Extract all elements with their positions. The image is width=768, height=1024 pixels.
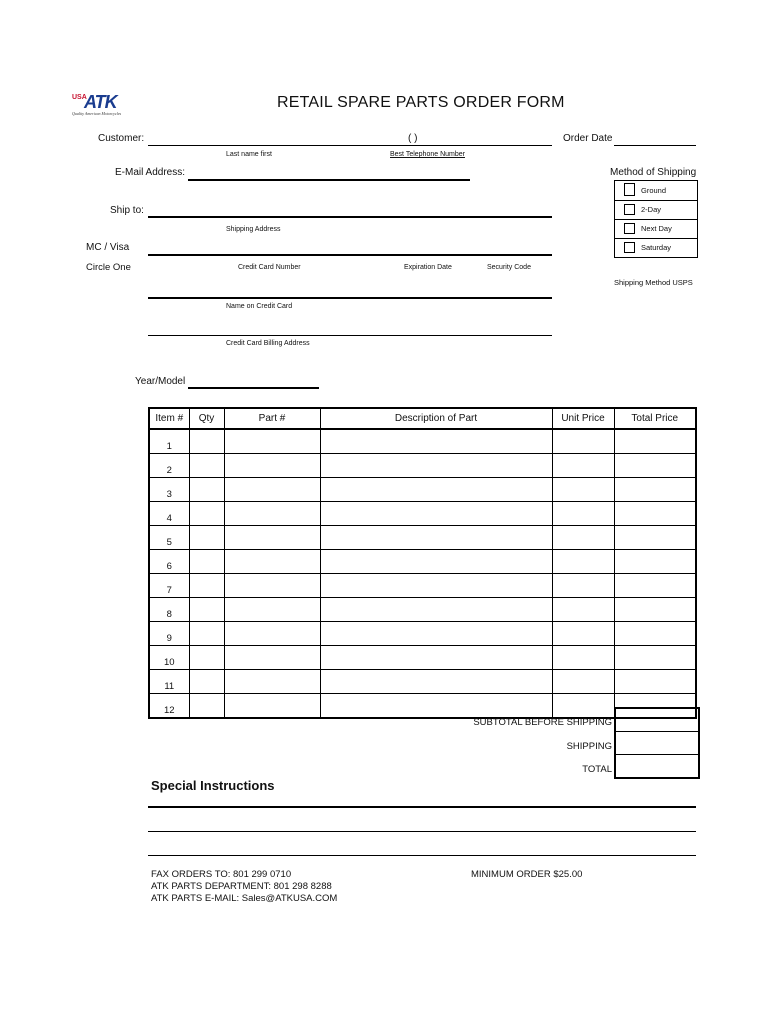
unit-price-cell[interactable] [552, 670, 614, 694]
total-price-cell[interactable] [614, 429, 696, 454]
shipping-option-next-day[interactable] [615, 219, 697, 239]
unit-price-cell[interactable] [552, 550, 614, 574]
shipping-option-label: Ground [641, 186, 667, 195]
2day-checkbox[interactable] [624, 204, 635, 215]
parts-department-text: ATK PARTS DEPARTMENT: 801 298 8288 [151, 881, 332, 892]
billing-address-caption: Credit Card Billing Address [226, 340, 310, 347]
table-header-row [149, 408, 696, 429]
total-price-cell[interactable] [614, 526, 696, 550]
table-row [149, 598, 696, 622]
order-date-label: Order Date [563, 133, 613, 144]
instructions-line-1[interactable] [148, 806, 696, 808]
shipping-field[interactable] [615, 732, 699, 755]
instructions-line-2[interactable] [148, 831, 696, 832]
item-number-cell: 12 [149, 694, 189, 719]
mc-visa-label: MC / Visa [86, 242, 130, 253]
table-row [149, 550, 696, 574]
description-header: Description of Part [320, 408, 552, 429]
special-instructions-heading: Special Instructions [151, 778, 275, 793]
shipping-option-saturday[interactable] [615, 238, 697, 257]
subtotal-label: SUBTOTAL BEFORE SHIPPING [473, 717, 612, 728]
credit-card-number-caption: Credit Card Number [238, 264, 301, 271]
table-row [149, 454, 696, 478]
qty-cell[interactable] [189, 478, 224, 502]
total-price-header: Total Price [614, 408, 696, 429]
description-cell[interactable] [320, 646, 552, 670]
item-number-cell: 4 [149, 502, 189, 526]
qty-cell[interactable] [189, 622, 224, 646]
unit-price-cell[interactable] [552, 598, 614, 622]
item-number-cell: 6 [149, 550, 189, 574]
table-row [149, 526, 696, 550]
unit-price-cell[interactable] [552, 478, 614, 502]
total-price-cell[interactable] [614, 598, 696, 622]
qty-header: Qty [189, 408, 224, 429]
part-number-cell[interactable] [224, 598, 320, 622]
logo-tagline: Quality American Motorcycles [72, 111, 122, 116]
email-label: E-Mail Address: [115, 167, 186, 178]
order-date-line[interactable] [614, 145, 696, 146]
part-number-cell[interactable] [224, 526, 320, 550]
last-name-first-caption: Last name first [226, 151, 272, 158]
year-model-label: Year/Model [135, 376, 186, 387]
item-number-cell: 5 [149, 526, 189, 550]
qty-cell[interactable] [189, 550, 224, 574]
qty-cell[interactable] [189, 502, 224, 526]
security-code-caption: Security Code [487, 264, 531, 271]
credit-card-line[interactable] [148, 254, 552, 256]
customer-label: Customer: [98, 133, 145, 144]
shipping-option-ground[interactable] [615, 181, 697, 201]
part-number-cell[interactable] [224, 502, 320, 526]
part-number-cell[interactable] [224, 694, 320, 719]
table-row [149, 646, 696, 670]
logo-flag: USA [72, 94, 87, 101]
ship-to-line[interactable] [148, 216, 552, 218]
unit-price-cell[interactable] [552, 502, 614, 526]
billing-address-line[interactable] [148, 335, 552, 336]
shipping-option-label: 2-Day [641, 205, 662, 214]
description-cell[interactable] [320, 670, 552, 694]
unit-price-cell[interactable] [552, 454, 614, 478]
total-price-cell[interactable] [614, 574, 696, 598]
total-price-cell[interactable] [614, 478, 696, 502]
saturday-checkbox[interactable] [624, 242, 635, 253]
shipping-option-label: Saturday [641, 243, 672, 252]
qty-cell[interactable] [189, 574, 224, 598]
shipping-address-caption: Shipping Address [226, 226, 281, 233]
description-cell[interactable] [320, 574, 552, 598]
table-row [149, 574, 696, 598]
part-number-cell[interactable] [224, 478, 320, 502]
item-number-cell: 2 [149, 454, 189, 478]
table-row [149, 622, 696, 646]
qty-cell[interactable] [189, 598, 224, 622]
table-row [149, 478, 696, 502]
total-price-cell[interactable] [614, 670, 696, 694]
phone-parens: ( ) [408, 133, 418, 144]
unit-price-header: Unit Price [552, 408, 614, 429]
part-number-cell[interactable] [224, 550, 320, 574]
ship-to-label: Ship to: [110, 205, 144, 216]
ground-checkbox[interactable] [624, 183, 635, 196]
total-price-cell[interactable] [614, 646, 696, 670]
unit-price-cell[interactable] [552, 622, 614, 646]
description-cell[interactable] [320, 502, 552, 526]
unit-price-cell[interactable] [552, 694, 614, 719]
description-cell[interactable] [320, 454, 552, 478]
part-number-cell[interactable] [224, 622, 320, 646]
shipping-option-2day[interactable] [615, 200, 697, 220]
part-number-cell[interactable] [224, 429, 320, 454]
description-cell[interactable] [320, 429, 552, 454]
shipping-method-note: Shipping Method USPS [614, 278, 693, 287]
item-number-cell: 11 [149, 670, 189, 694]
unit-price-cell[interactable] [552, 646, 614, 670]
total-price-cell[interactable] [614, 550, 696, 574]
total-label: TOTAL [582, 764, 612, 775]
parts-email-text: ATK PARTS E-MAIL: Sales@ATKUSA.COM [151, 893, 338, 904]
subtotal-field[interactable] [615, 708, 699, 732]
parts-table [148, 407, 697, 719]
name-on-card-line[interactable] [148, 297, 552, 299]
total-price-cell[interactable] [614, 502, 696, 526]
part-number-cell[interactable] [224, 670, 320, 694]
minimum-order-text: MINIMUM ORDER $25.00 [471, 869, 583, 880]
table-row [149, 429, 696, 454]
expiration-date-caption: Expiration Date [404, 264, 452, 271]
fax-orders-text: FAX ORDERS TO: 801 299 0710 [151, 869, 292, 880]
item-number-cell: 9 [149, 622, 189, 646]
qty-cell[interactable] [189, 429, 224, 454]
total-field[interactable] [615, 755, 699, 779]
atk-logo [72, 92, 144, 118]
item-number-cell: 10 [149, 646, 189, 670]
item-number-header: Item # [149, 408, 189, 429]
description-cell[interactable] [320, 598, 552, 622]
customer-line[interactable] [148, 145, 552, 146]
item-number-cell: 8 [149, 598, 189, 622]
email-line[interactable] [188, 179, 470, 181]
shipping-method-title: Method of Shipping [610, 167, 697, 178]
unit-price-cell[interactable] [552, 574, 614, 598]
next-day-checkbox[interactable] [624, 223, 635, 234]
name-on-card-caption: Name on Credit Card [226, 303, 293, 310]
totals-table [614, 707, 700, 779]
instructions-line-3[interactable] [148, 855, 696, 856]
qty-cell[interactable] [189, 526, 224, 550]
description-cell[interactable] [320, 622, 552, 646]
shipping-method-box [614, 180, 698, 258]
part-number-cell[interactable] [224, 646, 320, 670]
part-number-cell[interactable] [224, 574, 320, 598]
form-title: RETAIL SPARE PARTS ORDER FORM [277, 94, 565, 111]
item-number-cell: 1 [149, 429, 189, 454]
unit-price-cell[interactable] [552, 526, 614, 550]
part-number-header: Part # [224, 408, 320, 429]
circle-one-label: Circle One [86, 262, 131, 273]
table-row [149, 502, 696, 526]
telephone-caption: Best Telephone Number [390, 151, 465, 158]
shipping-option-label: Next Day [641, 224, 672, 233]
year-model-line[interactable] [188, 387, 319, 389]
description-cell[interactable] [320, 478, 552, 502]
description-cell[interactable] [320, 526, 552, 550]
part-number-cell[interactable] [224, 454, 320, 478]
description-cell[interactable] [320, 550, 552, 574]
item-number-cell: 3 [149, 478, 189, 502]
description-cell[interactable] [320, 694, 552, 719]
unit-price-cell[interactable] [552, 429, 614, 454]
total-price-cell[interactable] [614, 454, 696, 478]
qty-cell[interactable] [189, 646, 224, 670]
logo-brand: ATK [84, 92, 117, 112]
qty-cell[interactable] [189, 454, 224, 478]
total-price-cell[interactable] [614, 622, 696, 646]
qty-cell[interactable] [189, 670, 224, 694]
table-row [149, 670, 696, 694]
qty-cell[interactable] [189, 694, 224, 719]
shipping-total-label: SHIPPING [566, 741, 612, 752]
item-number-cell: 7 [149, 574, 189, 598]
